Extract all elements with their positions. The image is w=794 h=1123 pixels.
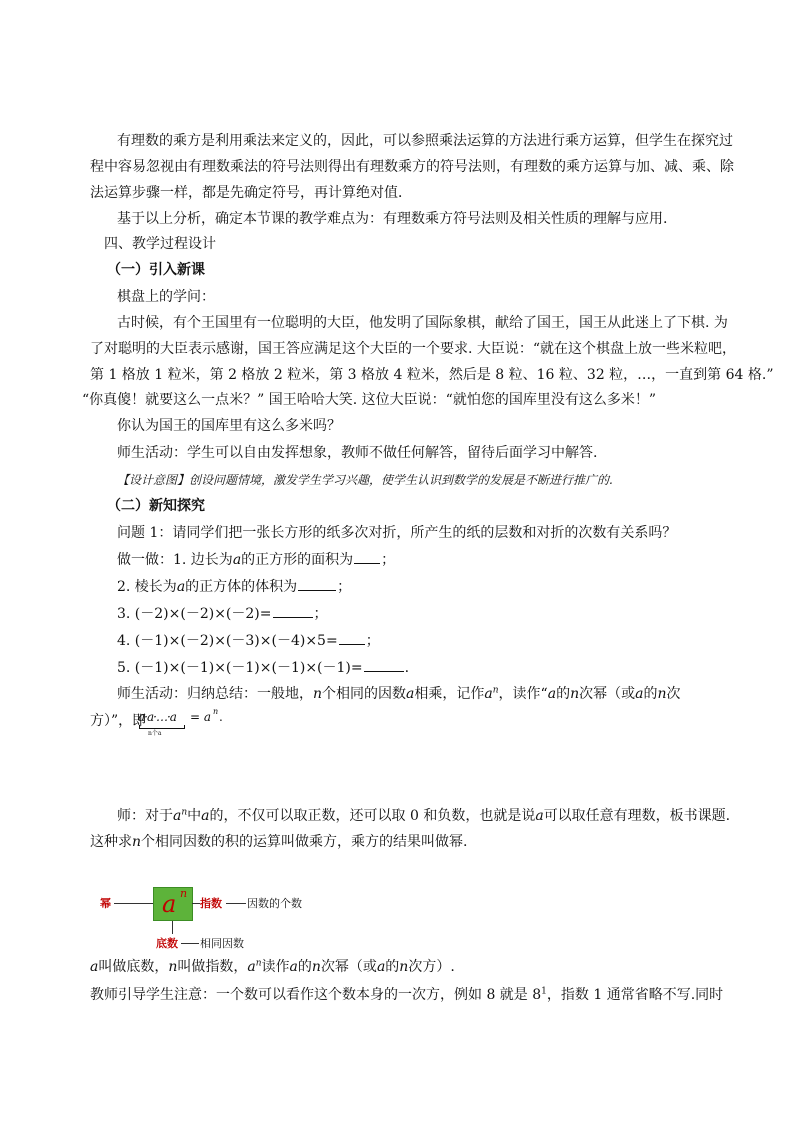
diagram-exponent-desc: 因数的个数 <box>247 897 302 910</box>
story-line1: 古时候，有个王国里有一位聪明的大臣，他发明了国际象棋，献给了国王，国王从此迷上了下棋. 为 <box>117 315 728 331</box>
design-intent: 【设计意图】创设问题情境，激发学生学习兴趣，使学生认识到数学的发展是不断进行推广的. <box>117 473 613 487</box>
diagram-base-letter: a <box>162 890 177 918</box>
diagram-connector-base-desc <box>181 943 199 944</box>
story-line3: 第 1 格放 1 粒米，第 2 格放 2 粒米，第 3 格放 4 粒米，然后是 8 粒、16 粒、32 粒，…，一直到第 64 格.” <box>90 367 774 383</box>
activity1: 师生活动：学生可以自由发挥想象，教师不做任何解答，留待后面学习中解答. <box>117 445 598 461</box>
naming-line: a叫做底数，n叫做指数，$a^n$读作a的n次幂（或a的n次方）. <box>90 958 455 975</box>
formula-underbrace <box>139 725 185 729</box>
para1-line2: 程中容易忽视由有理数乘法的符号法则得出有理数乘方的符号法则，有理数的乘方运算与加、减、乘、除 <box>90 159 734 175</box>
question: 你认为国王的国库里有这么多米吗？ <box>117 418 341 434</box>
diagram-base-desc: 相同因数 <box>200 937 244 950</box>
para1-line1: 有理数的乘方是利用乘法来定义的，因此，可以参照乘法运算的方法进行乘方运算，但学生在探究过 <box>117 133 733 149</box>
teacher-line2: 这种求n个相同因数的积的运算叫做乘方，乘方的结果叫做幂. <box>90 834 468 850</box>
power-diagram <box>100 887 302 951</box>
diagram-label-power: 幂 <box>100 897 111 910</box>
subsection-explore: （二）新知探究 <box>107 498 205 514</box>
diagram-label-base: 底数 <box>156 937 178 950</box>
exercise-1: 做一做：1. 边长为a的正方形的面积为 ； <box>117 549 395 570</box>
diagram-connector-exponent-desc <box>226 903 246 904</box>
power-formula <box>138 707 230 737</box>
problem1: 问题 1：请同学们把一张长方形的纸多次对折，所产生的纸的层数和对折的次数有关系吗？ <box>117 525 677 541</box>
para1-line3: 法运算步骤一样，都是先确定符号，再计算绝对值． <box>90 185 412 201</box>
formula-period: . <box>219 710 223 724</box>
story-line4: “你真傻！就要这么一点米？” 国王哈哈大笑. 这位大臣说：“就怕您的国库里没有这么多米！” <box>82 392 656 408</box>
summary-line1: 师生活动：归纳总结：一般地，n个相同的因数a相乘，记作$a^n$，读作“a的n次幂（或a的n次 <box>117 685 681 702</box>
formula-product: a·a·…·a <box>138 710 176 724</box>
diagram-label-exponent: 指数 <box>200 897 222 910</box>
last-line: 教师引导学生注意：一个数可以看作这个数本身的一次方，例如 8 就是 $8^1$，指数 1 通常省略不写.同时 <box>90 986 724 1003</box>
answer-blank-2[interactable] <box>298 576 336 591</box>
formula-equals: = a <box>190 710 212 724</box>
story-title: 棋盘上的学问： <box>117 289 215 305</box>
diagram-connector-exponent <box>192 903 200 904</box>
exercise-4: 4. (－1)×(－2)×(－3)×(－4)×5= ； <box>117 630 380 651</box>
answer-blank-3[interactable] <box>273 603 313 618</box>
answer-blank-4[interactable] <box>339 630 365 645</box>
para2: 基于以上分析，确定本节课的教学难点为：有理数乘方符号法则及相关性质的理解与应用. <box>117 211 668 227</box>
exercise-2: 2. 棱长为a的正方体的体积为 ； <box>117 576 351 597</box>
diagram-connector-base <box>172 921 173 934</box>
formula-exponent: n <box>213 707 219 716</box>
exercise-5: 5. (－1)×(－1)×(－1)×(－1)×(－1)= . <box>117 657 409 678</box>
subsection-intro: （一）引入新课 <box>107 262 205 278</box>
diagram-connector-power <box>114 903 153 904</box>
summary-line2: 方）”，即 <box>90 713 147 729</box>
answer-blank-5[interactable] <box>364 657 404 672</box>
story-line2: 了对聪明的大臣表示感谢，国王答应满足这个大臣的一个要求. 大臣说：“就在这个棋盘上放一些米粒吧， <box>90 341 737 357</box>
formula-underbrace-label: n个a <box>148 730 162 737</box>
exercise-3: 3. (－2)×(－2)×(－2)= ； <box>117 603 328 624</box>
section-heading-4: 四、教学过程设计 <box>104 236 216 252</box>
answer-blank-1[interactable] <box>354 549 380 564</box>
diagram-exponent-letter: n <box>180 887 188 900</box>
teacher-line1: 师：对于$a^n$中a的，不仅可以取正数，还可以取 0 和负数，也就是说a可以取任意有理数，板书课题. <box>117 807 731 824</box>
diagram-power-box <box>153 887 193 921</box>
